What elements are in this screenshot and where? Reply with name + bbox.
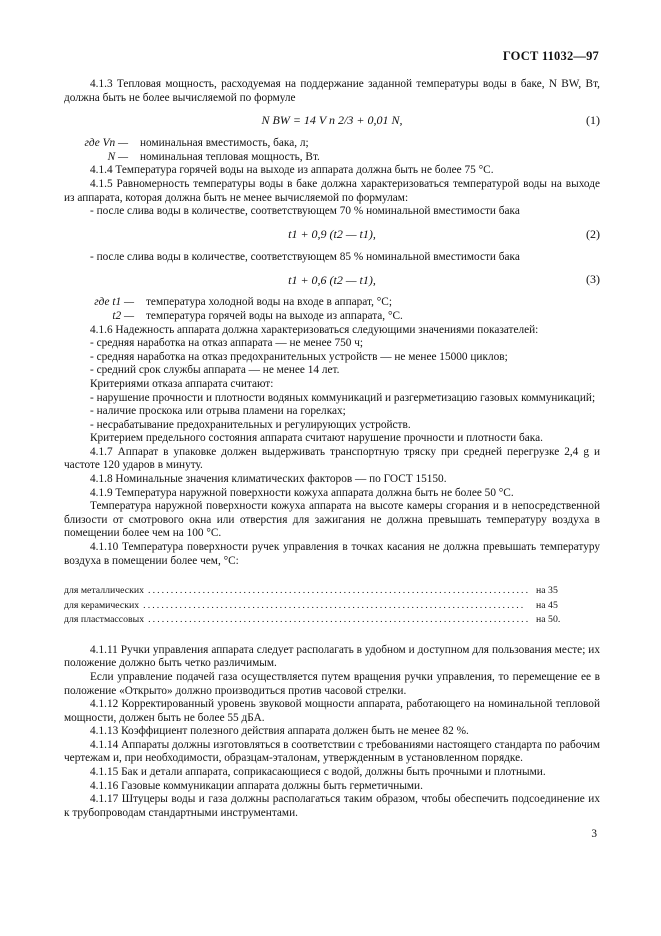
clause-4-1-16: 4.1.16 Газовые коммуникации аппарата должны быть герметичными.	[90, 779, 423, 792]
temperature-material: для металлических	[64, 585, 145, 597]
formula-2-expression: t1 + 0,9 (t2 — t1),	[288, 226, 376, 241]
clause-4-1-13: 4.1.13 Коэффициент полезного действия аппарата должен быть не менее 82 %.	[90, 725, 469, 738]
formula-3-number: (3)	[586, 272, 600, 287]
temperature-material: для керамических	[64, 599, 140, 611]
leader-dots: ....................................................................................	[143, 599, 526, 611]
document-body	[64, 78, 600, 820]
clause-4-1-9: 4.1.9 Температура наружной поверхности кожуха аппарата должна быть не более 50 °С.	[90, 486, 514, 499]
definition-row	[64, 151, 600, 165]
temperature-list	[64, 584, 600, 628]
definition-label: где Vn —	[84, 137, 128, 150]
definition-text: температура холодной воды на входе в аппарат, °С;	[146, 296, 392, 309]
temperature-value: на 35	[536, 585, 558, 597]
temperature-material: для пластмассовых	[64, 614, 145, 626]
clause-4-1-6: 4.1.6 Надежность аппарата должна характеризоваться следующими значениями показателей:	[90, 323, 539, 336]
standard-header: ГОСТ 11032—97	[502, 49, 599, 63]
list-item: - средняя наработка на отказ предохранительных устройств — не менее 15000 циклов;	[90, 350, 508, 363]
leader-dots: ....................................................................................	[148, 585, 531, 597]
formula-1-expression: N BW = 14 V n 2/3 + 0,01 N,	[261, 113, 403, 128]
clause-4-1-9-continued: Температура наружной поверхности кожуха аппарата на высоте камеры сгорания и в непосредственной близости от смотрового окна или отверстия для зажигания не должна превышать температуру воздуха в помещении более чем на 100 °С.	[64, 500, 600, 540]
list-item: - наличие проскока или отрыва пламени на горелках;	[90, 405, 346, 418]
definition-label: где t1 —	[94, 296, 134, 309]
formula-3	[64, 264, 600, 296]
clause-4-1-11-continued: Если управление подачей газа осуществляется путем вращения ручки управления, то перемещение ее в положение «Открыто» должно производиться против часовой стрелки.	[64, 670, 600, 697]
list-item: - средний срок службы аппарата — не менее 14 лет.	[90, 364, 340, 377]
definition-row	[64, 310, 600, 324]
clause-4-1-8: 4.1.8 Номинальные значения климатических факторов — по ГОСТ 15150.	[90, 473, 447, 486]
clause-4-1-14: 4.1.14 Аппараты должны изготовляться в соответствии с требованиями настоящего стандарта по рабочим чертежам и, при необходимости, образцам-эталонам, утвержденным в установленном порядке.	[64, 738, 600, 765]
list-item: - несрабатывание предохранительных и регулирующих устройств.	[90, 418, 411, 431]
clause-4-1-12: 4.1.12 Корректированный уровень звуковой мощности аппарата, работающего на номинальной тепловой мощности, должен быть не более 55 дБА.	[64, 698, 600, 724]
definition-text: номинальная вместимость, бака, л;	[140, 137, 309, 150]
definition-row	[64, 296, 600, 310]
definition-label: t2 —	[112, 309, 134, 322]
temperature-value: на 50.	[536, 614, 561, 626]
clause-4-1-7: 4.1.7 Аппарат в упаковке должен выдерживать транспортную тряску при средней перегрузке 2,4 g и частоте 120 ударов в минуту.	[64, 445, 600, 472]
temperature-value: на 45	[536, 599, 558, 611]
limit-state-paragraph: Критерием предельного состояния аппарата считают нарушение прочности и плотности бака.	[90, 432, 543, 445]
clause-4-1-11: 4.1.11 Ручки управления аппарата следует располагать в удобном и доступном для пользования месте; их положение должно быть четко различимым.	[64, 643, 600, 670]
definition-text: температура горячей воды на выходе из аппарата, °С.	[146, 309, 403, 322]
failure-criteria-intro: Критериями отказа аппарата считают:	[90, 377, 274, 390]
formula-2-number: (2)	[586, 226, 600, 241]
definition-text: номинальная тепловая мощность, Вт.	[140, 150, 320, 163]
formula-1	[64, 105, 600, 137]
clause-4-1-15: 4.1.15 Бак и детали аппарата, соприкасающиеся с водой, должны быть прочными и плотными.	[90, 766, 546, 779]
list-item: - после слива воды в количестве, соответствующем 70 % номинальной вместимости бака	[90, 205, 520, 218]
formula-3-expression: t1 + 0,6 (t2 — t1),	[288, 272, 376, 287]
definitions-1	[64, 137, 600, 164]
temperature-row	[64, 584, 600, 599]
leader-dots: ....................................................................................	[148, 614, 531, 626]
clause-4-1-5: 4.1.5 Равномерность температуры воды в баке должна характеризоваться температурой воды на выходе из аппарата, которая должна быть не менее вычисляемой по формулам:	[64, 177, 600, 204]
list-item: - нарушение прочности и плотности водяных коммуникаций и разгерметизацию газовых коммуникаций;	[90, 391, 596, 404]
formula-2	[64, 219, 600, 251]
temperature-row	[64, 599, 600, 614]
formula-1-number: (1)	[586, 113, 600, 128]
definition-label: N —	[107, 150, 128, 163]
definition-row	[64, 137, 600, 151]
list-item: - после слива воды в количестве, соответствующем 85 % номинальной вместимости бака	[90, 250, 520, 263]
page-number: 3	[591, 828, 597, 840]
definitions-2	[64, 296, 600, 323]
clause-4-1-3: 4.1.3 Тепловая мощность, расходуемая на поддержание заданной температуры воды в баке, N BW, Вт, должна быть не более вычисляемой по формуле	[64, 78, 600, 104]
clause-4-1-10: 4.1.10 Температура поверхности ручек управления в точках касания не должна превышать температуру воздуха в помещении более чем, °С:	[64, 541, 600, 567]
clause-4-1-4: 4.1.4 Температура горячей воды на выходе из аппарата должна быть не более 75 °С.	[90, 164, 494, 177]
clause-4-1-17: 4.1.17 Штуцеры воды и газа должны располагаться таким образом, чтобы обеспечить подсоединение их к трубопроводам стандартными инструментами.	[64, 793, 600, 819]
temperature-row	[64, 613, 600, 628]
list-item: - средняя наработка на отказ аппарата — не менее 750 ч;	[90, 337, 364, 350]
